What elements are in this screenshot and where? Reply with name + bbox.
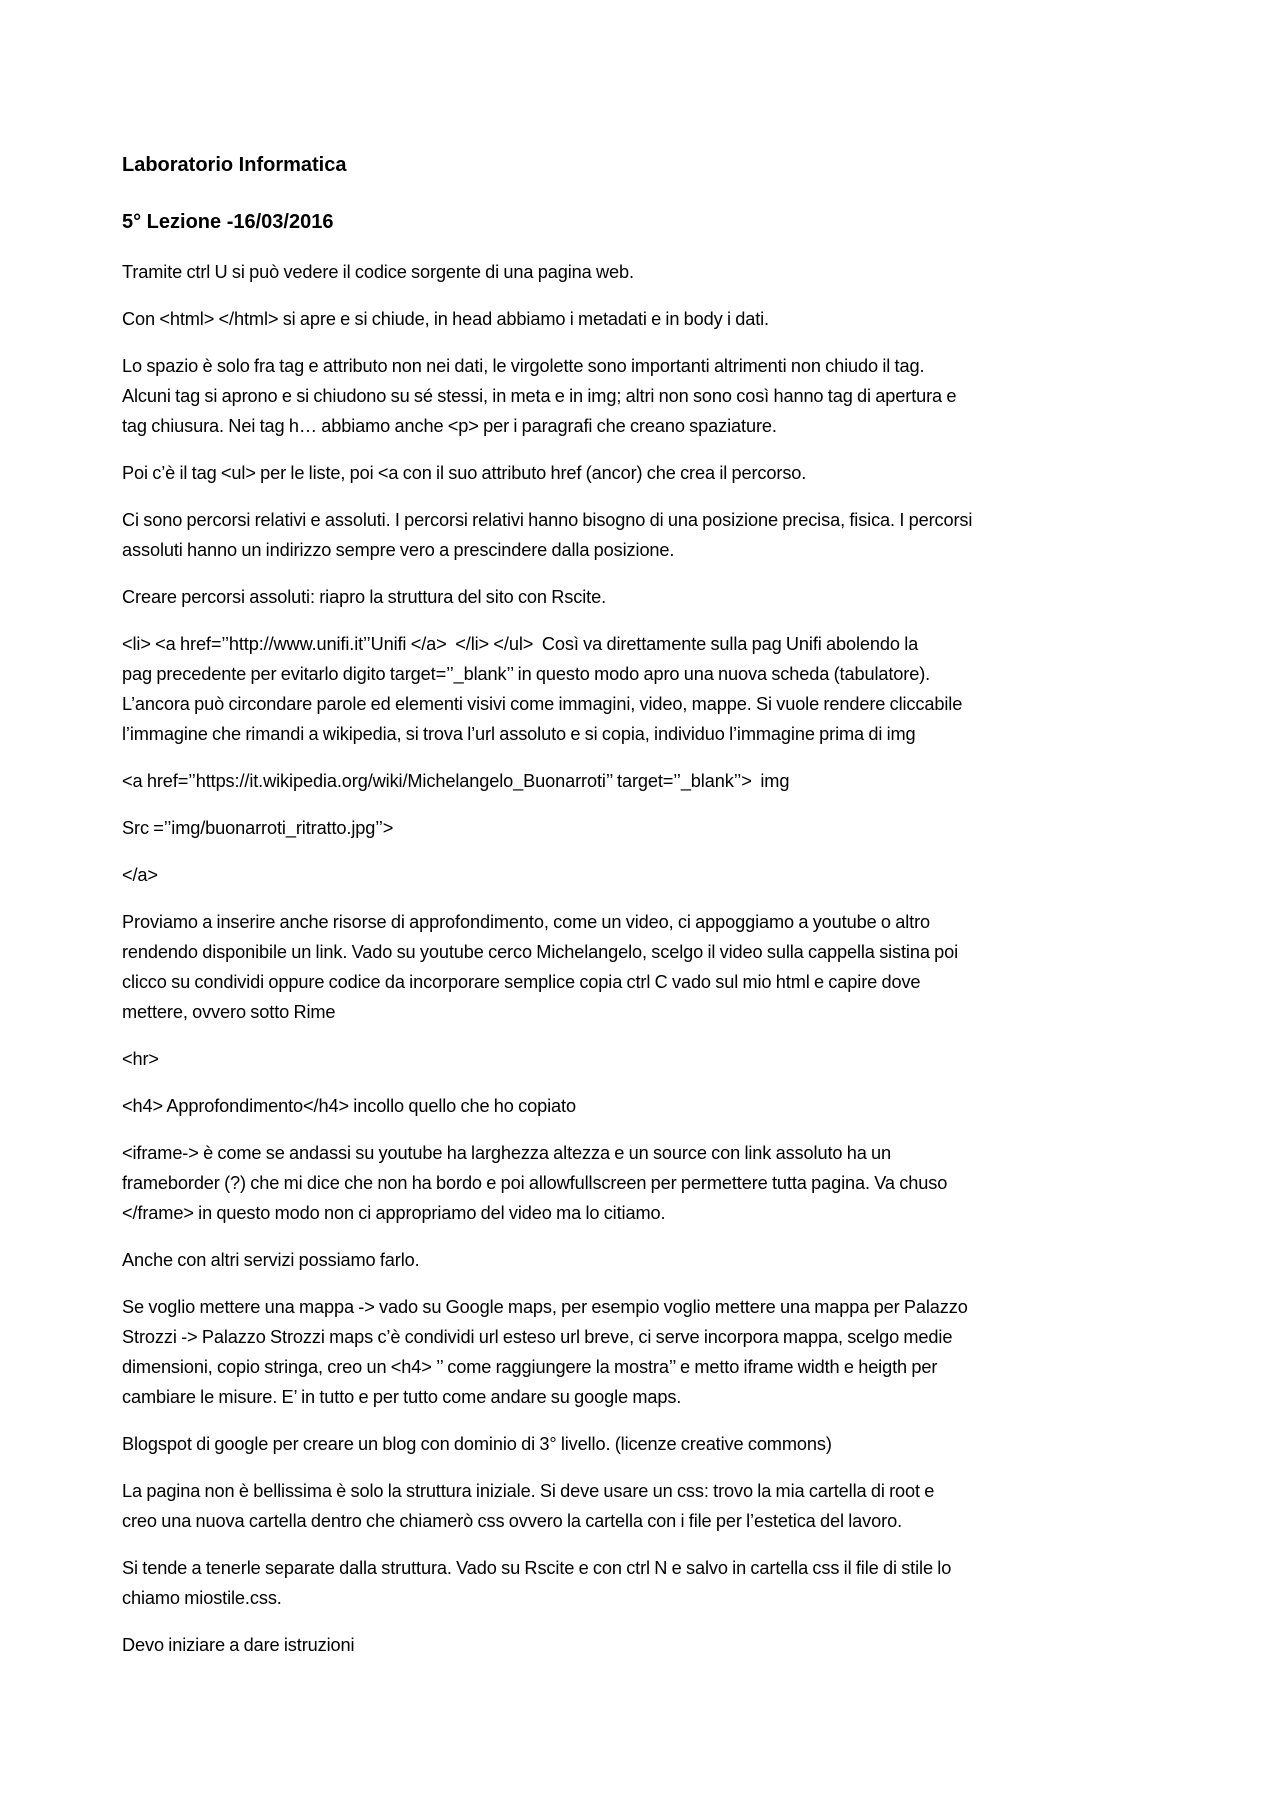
text-line: <iframe-> è come se andassi su youtube ha larghezza altezza e un source con link assoluto ha un: [122, 1143, 892, 1163]
paragraph: [122, 1044, 1162, 1074]
paragraph: [122, 629, 1162, 749]
text-line: l’immagine che rimandi a wikipedia, si trova l’url assoluto e si copia, individuo l’immagine prima di img: [122, 724, 916, 744]
text-line: clicco su condividi oppure codice da incorporare semplice copia ctrl C vado sul mio html e capire dove: [122, 972, 921, 992]
text-line: Ci sono percorsi relativi e assoluti. I percorsi relativi hanno bisogno di una posizione precisa, fisica. I percorsi: [122, 510, 973, 530]
text-line: Src =’’img/buonarroti_ritratto.jpg’’>: [122, 818, 394, 838]
text-line: La pagina non è bellissima è solo la struttura iniziale. Si deve usare un css: trovo la mia cartella di root e: [122, 1481, 935, 1501]
text-line: Devo iniziare a dare istruzioni: [122, 1635, 355, 1655]
text-line: L’ancora può circondare parole ed elementi visivi come immagini, video, mappe. Si vuole rendere cliccabile: [122, 694, 963, 714]
text-line: chiamo miostile.css.: [122, 1588, 282, 1608]
text-line: Se voglio mettere una mappa -> vado su Google maps, per esempio voglio mettere una mappa per Palazzo: [122, 1297, 968, 1317]
paragraph: [122, 1292, 1162, 1412]
paragraph-list: [122, 257, 1162, 1660]
text-line: tag chiusura. Nei tag h… abbiamo anche <p> per i paragrafi che creano spaziature.: [122, 416, 777, 436]
text-line: rendendo disponibile un link. Vado su youtube cerco Michelangelo, scelgo il video sulla cappella sistina poi: [122, 942, 959, 962]
text-line: assoluti hanno un indirizzo sempre vero a prescindere dalla posizione.: [122, 540, 675, 560]
paragraph: [122, 1138, 1162, 1228]
text-line: Proviamo a inserire anche risorse di approfondimento, come un video, ci appoggiamo a youtube o altro: [122, 912, 931, 932]
text-line: Poi c’è il tag <ul> per le liste, poi <a con il suo attributo href (ancor) che crea il percorso.: [122, 463, 807, 483]
text-line: Si tende a tenerle separate dalla struttura. Vado su Rscite e con ctrl N e salvo in cartella css il file di stile lo: [122, 1558, 952, 1578]
text-line: cambiare le misure. E’ in tutto e per tutto come andare su google maps.: [122, 1387, 682, 1407]
paragraph: [122, 458, 1162, 488]
text-line: frameborder (?) che mi dice che non ha bordo e poi allowfullscreen per permettere tutta pagina. Va chuso: [122, 1173, 948, 1193]
paragraph: [122, 505, 1162, 565]
paragraph: [122, 860, 1162, 890]
paragraph: [122, 813, 1162, 843]
lesson-heading: 5° Lezione -16/03/2016: [122, 211, 334, 233]
text-line: </frame> in questo modo non ci appropriamo del video ma lo citiamo.: [122, 1203, 666, 1223]
text-line: Strozzi -> Palazzo Strozzi maps c’è condividi url esteso url breve, ci serve incorpora mappa, scelgo medie: [122, 1327, 953, 1347]
paragraph: [122, 304, 1162, 334]
text-line: <hr>: [122, 1049, 159, 1069]
paragraph: [122, 257, 1162, 287]
text-line: Creare percorsi assoluti: riapro la struttura del sito con Rscite.: [122, 587, 607, 607]
text-line: pag precedente per evitarlo digito target=’’_blank’’ in questo modo apro una nuova scheda (tabulatore).: [122, 664, 931, 684]
paragraph: [122, 1476, 1162, 1536]
document-title: Laboratorio Informatica: [122, 154, 347, 176]
paragraph: [122, 582, 1162, 612]
text-line: </a>: [122, 865, 158, 885]
paragraph: [122, 351, 1162, 441]
text-line: Alcuni tag si aprono e si chiudono su sé stessi, in meta e in img; altri non sono così hanno tag di apertura e: [122, 386, 957, 406]
text-line: dimensioni, copio stringa, creo un <h4> ’’ come raggiungere la mostra’’ e metto iframe width e heigth per: [122, 1357, 938, 1377]
paragraph: [122, 1245, 1162, 1275]
text-line: mettere, ovvero sotto Rime: [122, 1002, 336, 1022]
paragraph: [122, 907, 1162, 1027]
text-line: <li> <a href=’’http://www.unifi.it’’Unifi </a> </li> </ul> Così va direttamente sulla pag Unifi abolendo la: [122, 634, 919, 654]
text-line: Tramite ctrl U si può vedere il codice sorgente di una pagina web.: [122, 262, 634, 282]
text-line: Anche con altri servizi possiamo farlo.: [122, 1250, 420, 1270]
text-line: creo una nuova cartella dentro che chiamerò css ovvero la cartella con i file per l’estetica del lavoro.: [122, 1511, 903, 1531]
paragraph: [122, 1553, 1162, 1613]
text-line: Blogspot di google per creare un blog con dominio di 3° livello. (licenze creative commons): [122, 1434, 832, 1454]
text-line: <a href=’’https://it.wikipedia.org/wiki/Michelangelo_Buonarroti’’ target=’’_blank’’> img: [122, 771, 790, 791]
paragraph: [122, 1091, 1162, 1121]
text-line: Con <html> </html> si apre e si chiude, in head abbiamo i metadati e in body i dati.: [122, 309, 769, 329]
text-line: <h4> Approfondimento</h4> incollo quello che ho copiato: [122, 1096, 576, 1116]
document-body: [122, 150, 1162, 1677]
paragraph: [122, 1630, 1162, 1660]
text-line: Lo spazio è solo fra tag e attributo non nei dati, le virgolette sono importanti altrimenti non chiudo il tag.: [122, 356, 925, 376]
paragraph: [122, 766, 1162, 796]
paragraph: [122, 1429, 1162, 1459]
